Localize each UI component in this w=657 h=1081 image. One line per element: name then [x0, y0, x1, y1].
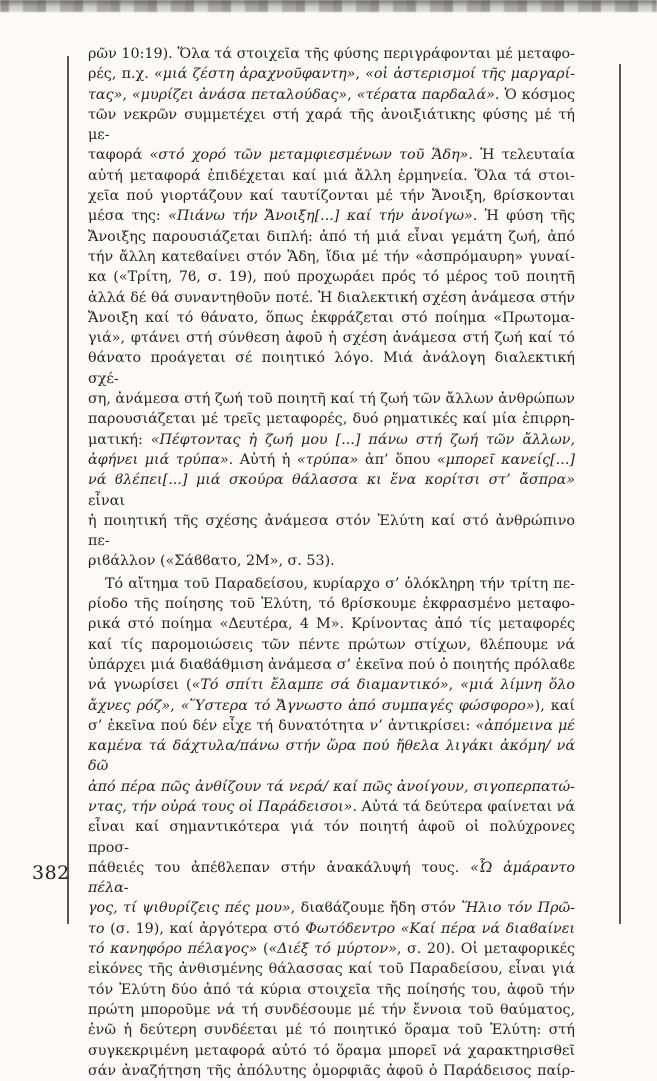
- text-line: [88, 898, 575, 918]
- text-line: [88, 919, 575, 939]
- body-text-segment: μέσα της:: [88, 208, 169, 225]
- quoted-italic-text: ἀπό πέρα πῶς ἀνθίζουν τά νερά/ καί πῶς ἀνοίγουν, σιγοπερπατώ-: [88, 778, 575, 795]
- text-line: [88, 186, 575, 206]
- text-line: [88, 227, 575, 247]
- body-text-segment: . Αὐτά τά δεύτερα φαίνεται νά: [352, 798, 575, 815]
- body-text-segment: ρῶν 10:19). Ὅλα τά στοιχεῖα τῆς φύσης περιγράφονται μέ μεταφο-: [88, 46, 575, 62]
- text-line: [88, 736, 575, 777]
- body-text-segment: σάν ἀναζήτηση τῆς ἀπόλυτης ὁμορφιᾶς ἀφοῦ ὁ Παράδεισος παίρ-: [88, 1062, 575, 1079]
- text-line: [88, 206, 575, 226]
- scan-artifact-top-edge: [0, 0, 657, 12]
- quoted-italic-text: «Πιάνω τήν Ἄνοιξη[...] καί τήν ἀνοίγω»: [168, 208, 473, 225]
- paragraph: [88, 44, 575, 572]
- paragraph: [88, 574, 575, 1081]
- text-line: [88, 797, 575, 817]
- quoted-italic-text: «τρύπα»: [296, 451, 359, 468]
- text-line: [88, 44, 575, 64]
- body-text-segment: Τό αἴτημα τοῦ Παραδείσου, κυρίαρχο σ’ ὁλόκληρη τήν τρίτη πε-: [105, 575, 575, 592]
- body-text-segment: (: [257, 941, 269, 958]
- body-text-segment: ρές, π.χ.: [88, 66, 154, 83]
- body-text-segment: εἶναι καί σημαντικότερα γιά τόν ποιητή ἀφοῦ οἱ πολύχρονες προσ-: [88, 819, 575, 856]
- body-text-segment: αὐτή μεταφορά ἐπιδέχεται καί μιά ἄλλη ἑρμηνεία. Ὅλα τά στοι-: [88, 167, 575, 184]
- body-text-segment: θάνατο προάγεται σέ ποιητικό λόγο. Μιά ἀνάλογη διαλεκτική σχέ-: [88, 350, 575, 387]
- text-line: [88, 635, 575, 655]
- body-text-segment: ταφορά: [88, 147, 150, 164]
- body-text-segment: ρικά στό ποίημα «Δευτέρα, 4 Μ». Κρίνοντας ἀπό τίς μεταφορές: [88, 616, 575, 633]
- body-text-segment: συγκεκριμένη μεταφορά αὐτό τό ὅραμα μπορεῖ νά χαρακτηρισθεῖ: [88, 1042, 575, 1059]
- text-line: [88, 1020, 575, 1040]
- body-text-segment: εἶναι: [88, 492, 125, 509]
- text-line: [88, 1061, 575, 1081]
- body-text-segment: ματική:: [88, 431, 151, 448]
- text-line: [88, 777, 575, 797]
- quoted-italic-text: ἄχνες ρόζ»: [88, 697, 171, 714]
- body-text-segment: ), καί: [534, 697, 575, 714]
- body-text-segment: ἐνῶ ἡ δεύτερη συνδέεται μέ τό ποιητικό ὅραμα τοῦ Ἐλύτη: στή: [88, 1022, 575, 1039]
- text-line: [88, 817, 575, 858]
- text-line: [88, 716, 575, 736]
- body-text-segment: πρώτη μποροῦμε νά τή συνδέσουμε μέ τήν ἔννοια τοῦ θαύματος,: [88, 1001, 575, 1018]
- left-margin-rule: [67, 56, 69, 924]
- body-text: [88, 44, 575, 1081]
- text-line: [88, 409, 575, 429]
- quoted-italic-text: Ἥλιο τόν Πρῶ-: [461, 900, 575, 917]
- quoted-italic-text: «μιά ζέστη ἀραχνοῦφαντη»: [154, 66, 356, 83]
- text-line: [88, 64, 575, 84]
- text-line: [88, 675, 575, 695]
- quoted-italic-text: «Τό σπίτι ἔλαμπε σά διαμαντικό»: [191, 677, 449, 694]
- body-text-segment: γιά», φτάνει στή σύνθεση ἀφοῦ ἡ σχέση ἀνάμεσα στή ζωή καί τό: [88, 330, 575, 347]
- text-line: [88, 470, 575, 511]
- body-text-segment: , σ. 20). Οἱ μεταφορικές: [396, 941, 575, 958]
- body-text-segment: (σ. 19), καί ἀργότερα στό: [104, 920, 306, 937]
- quoted-italic-text: το: [88, 920, 105, 937]
- text-line: [88, 328, 575, 348]
- body-text-segment: κα («Τρίτη, 7ϐ, σ. 19), πού προχωράει πρός τό μέρος τοῦ ποιητῆ: [88, 269, 575, 286]
- text-line: [88, 1041, 575, 1061]
- body-text-segment: ρίοδο τῆς ποίησης τοῦ Ἐλύτη, τό ϐρίσκουμε ἐκφρασμένο μεταφο-: [88, 596, 575, 613]
- body-text-segment: ὑπάρχει μιά διαϐάθμιση ἀνάμεσα σ’ ἐκεῖνα πού ὁ ποιητής πρόλαϐε: [88, 656, 575, 673]
- body-text-segment: τῶν νεκρῶν συμμετέχει στή χαρά τῆς ἀνοιξιάτικης φύσης μέ τή με-: [88, 106, 575, 144]
- quoted-italic-text: «μυρίζει ἀνάσα πεταλούδας»: [131, 86, 348, 103]
- text-line: [88, 959, 575, 979]
- quoted-italic-text: «Διέξ τό μύρτον»: [268, 941, 397, 958]
- text-line: [88, 511, 575, 552]
- body-text-segment: Ἄνοιξη καί τό θάνατο, ὅπως ἐκφράζεται στό ποίημα «Πρωτομα-: [88, 309, 575, 326]
- quoted-italic-text: «τέρατα παρδαλά»: [356, 86, 495, 103]
- body-text-segment: . Αὐτή ἡ: [228, 451, 297, 468]
- body-text-segment: ἡ ποιητική τῆς σχέσης ἀνάμεσα στόν Ἐλύτη καί στό ἀνθρώπινο πε-: [88, 512, 575, 550]
- body-text-segment: Ἄνοιξης παρουσιάζεται διπλή: ἀπό τή μιά εἶναι γεμάτη ζωή, ἀπό: [88, 228, 575, 245]
- body-text-segment: τόν Ἐλύτη δύο ἀπό τά κύρια στοιχεῖα τῆς ποίησής του, ἀφοῦ τήν: [88, 981, 575, 998]
- text-line: [88, 288, 575, 308]
- text-line: [88, 980, 575, 1000]
- body-text-segment: καί τίς παρομοιώσεις τῶν πέντε πρώτων στίχων, ϐλέπουμε νά: [88, 636, 575, 653]
- body-text-segment: ἀπ’ ὅπου: [358, 451, 437, 468]
- quoted-italic-text: τό κανηφόρο πέλαγος»: [88, 941, 258, 958]
- text-line: [88, 105, 575, 146]
- quoted-italic-text: «στό χορό τῶν μεταμφιεσμένων τοῦ Ἅδη»: [149, 147, 469, 164]
- text-line: [88, 247, 575, 267]
- body-text-segment: . Ἡ φύση τῆς: [472, 208, 575, 225]
- quoted-italic-text: «μιά λίμνη ὅλο: [460, 677, 575, 694]
- text-line: [88, 348, 575, 389]
- page-number: 382: [32, 862, 70, 884]
- text-line: [88, 1000, 575, 1020]
- body-text-segment: . Ἡ τελευταία: [468, 147, 575, 164]
- quoted-italic-text: ἀφήνει μιά τρύπα»: [88, 451, 229, 468]
- text-line: [88, 696, 575, 716]
- text-line: [88, 551, 575, 571]
- text-line: [88, 614, 575, 634]
- body-text-segment: πάθειές του ἀπέϐλεπαν στήν ἀνακάλυψή τους.: [88, 859, 471, 876]
- text-line: [88, 430, 575, 450]
- quoted-italic-text: «ἀπόμεινα μέ: [475, 717, 575, 734]
- body-text-segment: ,: [355, 66, 366, 83]
- body-text-segment: , διαϐάζουμε ἤδη στόν: [290, 900, 462, 917]
- quoted-italic-text: «Καί πέρα νά διαϐαίνει: [400, 920, 576, 937]
- quoted-italic-text: «Πέφτοντας ἡ ζωή μου [...] πάνω στή ζωή τῶν ἄλλων,: [150, 431, 575, 448]
- quoted-italic-text: «οἱ ἀστερισμοί τῆς μαργαρί-: [365, 66, 576, 83]
- text-line: [88, 594, 575, 614]
- body-text-segment: σ’ ἐκεῖνα πού δέν εἶχε τή δυνατότητα ν’ ἀντικρίσει:: [88, 717, 476, 734]
- body-text-segment: εἰκόνες τῆς ἀνθισμένης θάλασσας καί τοῦ Παραδείσου, εἶναι γιά: [88, 961, 575, 978]
- right-margin-rule: [619, 64, 621, 924]
- quoted-italic-text: «μπορεῖ κανείς[...]: [436, 451, 575, 468]
- quoted-italic-text: τας»: [88, 86, 123, 103]
- text-line: [88, 145, 575, 165]
- body-text-segment: χεῖα πού γιορτάζουν καί ταυτίζονται μέ τήν Ἄνοιξη, ϐρίσκονται: [88, 188, 575, 205]
- body-text-segment: ,: [448, 677, 461, 694]
- body-text-segment: ,: [347, 86, 357, 103]
- text-line: [88, 939, 575, 959]
- body-text-segment: νά γνωρίσει (: [88, 677, 192, 694]
- text-line: [88, 267, 575, 287]
- quoted-italic-text: Φωτόδεντρο: [305, 920, 396, 937]
- quoted-italic-text: ντας, τήν οὐρά τους οἱ Παράδεισοι»: [88, 798, 353, 815]
- body-text-segment: παρουσιάζεται μέ τρεῖς μεταφορές, δυό ρηματικές καί μία ἐπιρρη-: [88, 411, 575, 428]
- body-text-segment: ση, ἀνάμεσα στή ζωή τοῦ ποιητῆ καί τή ζωή τῶν ἄλλων ἀνθρώπων: [88, 391, 575, 408]
- text-line: [88, 389, 575, 409]
- text-line: [88, 655, 575, 675]
- text-line: [88, 450, 575, 470]
- body-text-segment: ,: [122, 86, 132, 103]
- body-text-segment: . Ὁ κόσμος: [494, 86, 575, 103]
- body-text-segment: τήν ἄλλη κατεϐαίνει στόν Ἅδη, ἴδια μέ τήν «ἀσπρόμαυρη» γυναί-: [88, 248, 575, 265]
- text-line: [88, 85, 575, 105]
- body-text-segment: ,: [170, 697, 181, 714]
- text-line: [88, 858, 575, 899]
- body-text-segment: ἀλλά δέ θά συναντηθοῦν ποτέ. Ἡ διαλεκτική σχέση ἀνάμεσα στήν: [88, 289, 575, 306]
- quoted-italic-text: «Ὕστερα τό Ἄγνωστο ἀπό συμπαγές φώσφορο»: [180, 697, 535, 714]
- quoted-italic-text: νά ϐλέπει[...] μιά σκούρα θάλασσα κι ἕνα κορίτσι στ’ ἄσπρα»: [88, 472, 575, 489]
- quoted-italic-text: «Ὦ ἀμάραντο πέλα-: [88, 859, 575, 897]
- text-line: [88, 166, 575, 186]
- text-line: [88, 308, 575, 328]
- text-line: [88, 574, 575, 594]
- body-text-segment: ριϐάλλον («Σάϐϐατο, 2Μ», σ. 53).: [88, 553, 335, 570]
- quoted-italic-text: γος, τί ψιθυρίζεις πές μου»: [88, 900, 291, 917]
- quoted-italic-text: καμένα τά δάχτυλα/πάνω στήν ὥρα πού ἤθελα λιγάκι ἀκόμη/ νά δῶ: [88, 738, 575, 775]
